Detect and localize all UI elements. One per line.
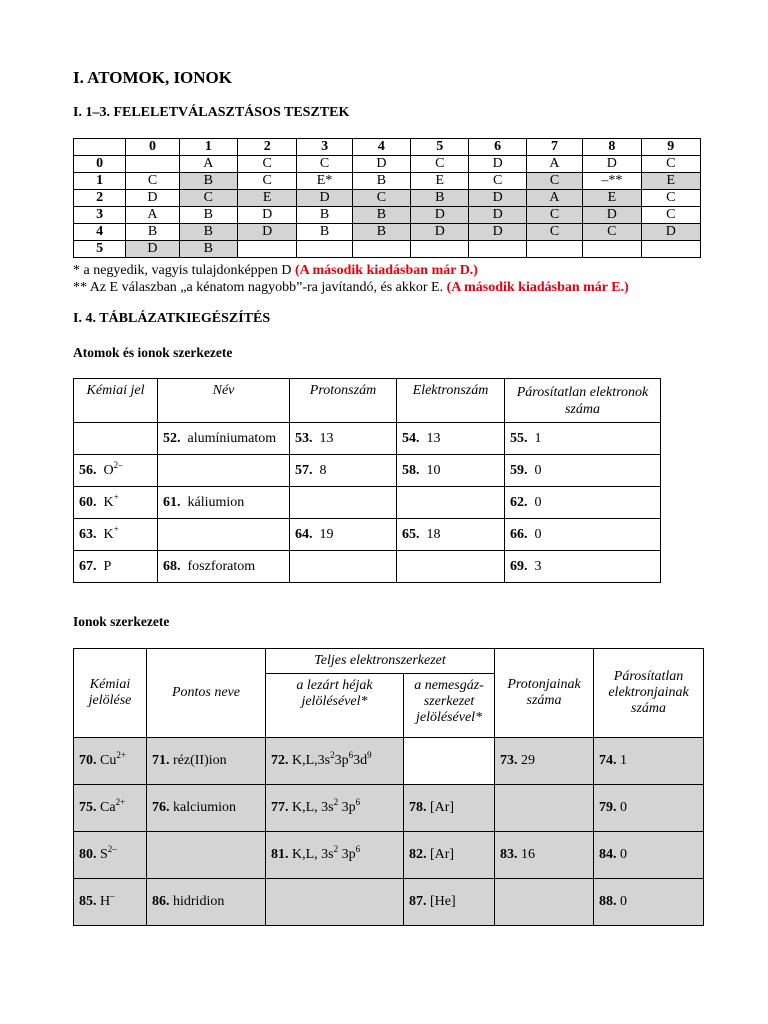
cell-value: 0 (534, 462, 542, 478)
col-header-protons: Protonjainak száma (495, 649, 594, 738)
grid-cell: A (526, 190, 582, 207)
charge-superscript: + (113, 491, 119, 502)
grid-cell: C (126, 173, 179, 190)
grid-cell: A (526, 156, 582, 173)
table-cell (158, 423, 290, 455)
table-cell (594, 879, 704, 926)
cell-value: 10 (426, 462, 441, 478)
cell-value: O (103, 462, 114, 478)
table-cell (397, 423, 505, 455)
table-cell: 72. $K,L,3s^23p^63d^9$ (266, 738, 404, 785)
item-number: 75. (79, 800, 97, 815)
table-cell (290, 551, 397, 583)
item-number: 87. (409, 894, 427, 909)
item-number: 86. (152, 894, 170, 909)
item-number: 79. (599, 800, 617, 815)
cell-value: [Ar] (430, 800, 455, 815)
cell-value: Ca (100, 800, 116, 815)
item-number: 58. (402, 462, 420, 478)
cell-value: 0 (620, 894, 628, 909)
footnote-2: ** Az E válaszban „a kénatom nagyobb”-ra javítandó, és akkor E. (A második kiadásban már E.) (73, 280, 629, 295)
table-cell (505, 487, 661, 519)
charge-superscript: 2+ (115, 797, 126, 807)
grid-col-header: 6 (469, 139, 526, 156)
col-header-unpaired: Párosítatlan elektronjainak száma (594, 649, 704, 738)
grid-cell (297, 241, 352, 258)
grid-row (74, 190, 701, 207)
grid-cell: D (469, 207, 526, 224)
atom-table-title: Atomok és ionok szerkezete (73, 345, 233, 360)
grid-cell: B (179, 207, 237, 224)
cell-value: K,L, 3s (292, 800, 334, 815)
grid-cell: C (641, 207, 700, 224)
item-number: 52. (163, 430, 181, 446)
cell-value: H (100, 894, 111, 909)
cell-value: 0 (620, 800, 628, 815)
cell-value: alumíniumatom (187, 430, 277, 446)
section-heading-table: I. 4. TÁBLÁZATKIEGÉSZÍTÉS (73, 311, 271, 326)
grid-cell: D (411, 224, 469, 241)
grid-cell: D (469, 156, 526, 173)
grid-row-header: 0 (74, 156, 126, 173)
grid-cell: E* (297, 173, 352, 190)
charge-superscript: – (110, 891, 115, 901)
cell-value: 3 (534, 558, 542, 574)
table-cell (74, 487, 158, 519)
grid-cell: E (641, 173, 700, 190)
grid-header-row (74, 139, 701, 156)
cell-value: P (103, 558, 112, 574)
table-cell (505, 551, 661, 583)
col-header-unpaired: Párosítatlan elektronok száma (505, 379, 661, 423)
table-cell (158, 519, 290, 551)
table-cell (404, 832, 495, 879)
cell-value: 13 (426, 430, 441, 446)
col-header-electrons: Elektronszám (397, 379, 505, 423)
col-header-symbol: Kémiai jelölése (74, 649, 147, 738)
table-cell (290, 423, 397, 455)
table-cell (147, 879, 266, 926)
table-cell: 81. K,L, $3s^2$ $3p^6$ (266, 832, 404, 879)
grid-col-header: 3 (297, 139, 352, 156)
item-number: 63. (79, 526, 97, 542)
table-cell (158, 551, 290, 583)
table-cell (290, 487, 397, 519)
table-cell (74, 738, 147, 785)
grid-cell: C (411, 156, 469, 173)
grid-cell: –** (583, 173, 641, 190)
cell-value: Cu (100, 753, 117, 768)
grid-cell: D (352, 156, 410, 173)
item-number: 67. (79, 558, 97, 574)
item-number: 56. (79, 462, 97, 478)
item-number: 81. (271, 847, 289, 862)
table-cell (147, 832, 266, 879)
grid-col-header: 9 (641, 139, 700, 156)
grid-cell (583, 241, 641, 258)
grid-col-header: 2 (238, 139, 297, 156)
grid-cell: D (126, 190, 179, 207)
grid-cell (126, 156, 179, 173)
grid-col-header: 5 (411, 139, 469, 156)
table-cell (74, 519, 158, 551)
grid-cell: A (179, 156, 237, 173)
table-cell (74, 455, 158, 487)
grid-cell (526, 241, 582, 258)
cell-value: K (103, 494, 114, 510)
table-cell (74, 832, 147, 879)
grid-cell (411, 241, 469, 258)
table-row (74, 785, 704, 832)
grid-cell: C (641, 190, 700, 207)
cell-value: 0 (620, 847, 628, 862)
table-row (74, 423, 661, 455)
table-cell (74, 785, 147, 832)
col-header-name: Pontos neve (147, 649, 266, 738)
cell-value: K (103, 526, 114, 542)
table-cell (404, 738, 495, 785)
table-cell (594, 738, 704, 785)
cell-value: 13 (319, 430, 334, 446)
cell-value: foszforatom (187, 558, 256, 574)
grid-cell: A (126, 207, 179, 224)
table-row (74, 879, 704, 926)
cell-value: S (100, 847, 108, 862)
charge-superscript: + (113, 523, 119, 534)
table-cell (290, 519, 397, 551)
footnote-1: * a negyedik, vagyis tulajdonképpen D (A második kiadásban már D.) (73, 263, 478, 278)
ion-table-title: Ionok szerkezete (73, 614, 170, 629)
table-cell (147, 785, 266, 832)
grid-col-header: 7 (526, 139, 582, 156)
table-row (74, 738, 704, 785)
cell-value: kalciumion (173, 800, 236, 815)
table-cell (158, 487, 290, 519)
grid-col-header: 4 (352, 139, 410, 156)
item-number: 59. (510, 462, 528, 478)
grid-row (74, 173, 701, 190)
cell-value: 1 (534, 430, 542, 446)
grid-col-header (74, 139, 126, 156)
answer-grid (73, 138, 701, 258)
cell-value: [He] (430, 894, 456, 909)
item-number: 78. (409, 800, 427, 815)
item-number: 60. (79, 494, 97, 510)
cell-value: 1 (620, 753, 628, 768)
cell-value: K,L,3s (292, 753, 331, 768)
table-cell (495, 785, 594, 832)
col-header-noble-gas: a nemesgáz-szerkezet jelölésével* (404, 674, 495, 738)
grid-cell: D (238, 207, 297, 224)
table-cell (397, 519, 505, 551)
grid-col-header: 0 (126, 139, 179, 156)
grid-cell: D (469, 190, 526, 207)
grid-cell: B (352, 207, 410, 224)
item-number: 76. (152, 800, 170, 815)
grid-cell (641, 241, 700, 258)
grid-cell: C (352, 190, 410, 207)
table-row (74, 487, 661, 519)
grid-row (74, 241, 701, 258)
col-header-protons: Protonszám (290, 379, 397, 423)
grid-cell: B (352, 224, 410, 241)
item-number: 54. (402, 430, 420, 446)
grid-cell: C (526, 173, 582, 190)
grid-cell: C (526, 207, 582, 224)
item-number: 69. (510, 558, 528, 574)
grid-cell: C (238, 156, 297, 173)
grid-cell: E (238, 190, 297, 207)
item-number: 66. (510, 526, 528, 542)
table-row (74, 455, 661, 487)
page-title: I. ATOMOK, IONOK (73, 68, 233, 87)
table-cell (74, 551, 158, 583)
item-number: 85. (79, 894, 97, 909)
table-cell: 77. K,L, $3s^2$ $3p^6$ (266, 785, 404, 832)
cell-value: 0 (534, 494, 542, 510)
table-cell (505, 455, 661, 487)
grid-cell: B (297, 207, 352, 224)
grid-cell (238, 241, 297, 258)
table-cell (495, 832, 594, 879)
item-number: 55. (510, 430, 528, 446)
item-number: 65. (402, 526, 420, 542)
table-cell (594, 785, 704, 832)
grid-row (74, 207, 701, 224)
item-number: 82. (409, 847, 427, 862)
grid-cell: B (352, 173, 410, 190)
item-number: 68. (163, 558, 181, 574)
item-number: 73. (500, 753, 518, 768)
table-cell (404, 785, 495, 832)
grid-row-header: 4 (74, 224, 126, 241)
table-cell (397, 455, 505, 487)
grid-cell: D (411, 207, 469, 224)
col-header-full-config: Teljes elektronszerkezet (266, 649, 495, 674)
item-number: 62. (510, 494, 528, 510)
table-header-row (74, 379, 661, 423)
cell-value: 16 (521, 847, 536, 862)
table-cell (495, 879, 594, 926)
table-cell (594, 832, 704, 879)
cell-value: 8 (319, 462, 327, 478)
col-header-symbol: Kémiai jel (74, 379, 158, 423)
grid-cell: B (411, 190, 469, 207)
item-number: 53. (295, 430, 313, 446)
item-number: 80. (79, 847, 97, 862)
grid-cell: E (411, 173, 469, 190)
grid-cell (469, 241, 526, 258)
grid-cell: B (179, 173, 237, 190)
grid-cell: C (583, 224, 641, 241)
table-cell (147, 738, 266, 785)
col-header-closed-shells: a lezárt héjak jelölésével* (266, 674, 404, 738)
table-row (74, 832, 704, 879)
charge-superscript: 2– (107, 844, 117, 854)
item-number: 72. (271, 753, 289, 768)
grid-row-header: 2 (74, 190, 126, 207)
grid-cell: D (469, 224, 526, 241)
grid-cell: C (179, 190, 237, 207)
grid-cell (352, 241, 410, 258)
grid-cell: D (583, 207, 641, 224)
grid-cell: D (641, 224, 700, 241)
cell-value: réz(II)ion (173, 753, 227, 768)
table-cell (290, 455, 397, 487)
grid-col-header: 8 (583, 139, 641, 156)
cell-value: K,L, 3s (292, 847, 334, 862)
item-number: 57. (295, 462, 313, 478)
atom-structure-table (73, 378, 661, 583)
charge-superscript: 2– (113, 459, 123, 470)
table-row (74, 551, 661, 583)
footnotes (73, 262, 629, 296)
charge-superscript: 2+ (116, 750, 126, 760)
table-cell (397, 487, 505, 519)
col-header-name: Név (158, 379, 290, 423)
table-cell (505, 423, 661, 455)
cell-value: 18 (426, 526, 441, 542)
grid-cell: C (526, 224, 582, 241)
grid-cell: C (641, 156, 700, 173)
table-cell (74, 423, 158, 455)
item-number: 74. (599, 753, 617, 768)
grid-cell: D (583, 156, 641, 173)
grid-cell: B (126, 224, 179, 241)
ion-structure-table (73, 648, 704, 926)
grid-row (74, 156, 701, 173)
table-header-row (74, 649, 704, 674)
cell-value: 29 (521, 753, 536, 768)
table-cell (397, 551, 505, 583)
grid-row-header: 5 (74, 241, 126, 258)
item-number: 83. (500, 847, 518, 862)
item-number: 64. (295, 526, 313, 542)
table-cell (505, 519, 661, 551)
table-cell (404, 879, 495, 926)
table-row (74, 519, 661, 551)
item-number: 70. (79, 753, 97, 768)
table-cell (74, 879, 147, 926)
cell-value: káliumion (187, 494, 245, 510)
grid-row-header: 3 (74, 207, 126, 224)
table-cell (158, 455, 290, 487)
grid-cell: B (297, 224, 352, 241)
grid-cell: D (297, 190, 352, 207)
grid-cell: E (583, 190, 641, 207)
cell-value: [Ar] (430, 847, 455, 862)
grid-row (74, 224, 701, 241)
grid-cell: C (297, 156, 352, 173)
item-number: 88. (599, 894, 617, 909)
grid-cell: B (179, 224, 237, 241)
table-cell (495, 738, 594, 785)
item-number: 61. (163, 494, 181, 510)
cell-value: 0 (534, 526, 542, 542)
cell-value: 19 (319, 526, 334, 542)
grid-cell: C (469, 173, 526, 190)
section-heading-tests: I. 1–3. FELELETVÁLASZTÁSOS TESZTEK (73, 105, 350, 120)
grid-cell: D (126, 241, 179, 258)
item-number: 84. (599, 847, 617, 862)
table-cell (266, 879, 404, 926)
grid-cell: B (179, 241, 237, 258)
grid-cell: D (238, 224, 297, 241)
item-number: 71. (152, 753, 170, 768)
grid-row-header: 1 (74, 173, 126, 190)
grid-col-header: 1 (179, 139, 237, 156)
grid-cell: C (238, 173, 297, 190)
cell-value: hidridion (173, 894, 225, 909)
item-number: 77. (271, 800, 289, 815)
